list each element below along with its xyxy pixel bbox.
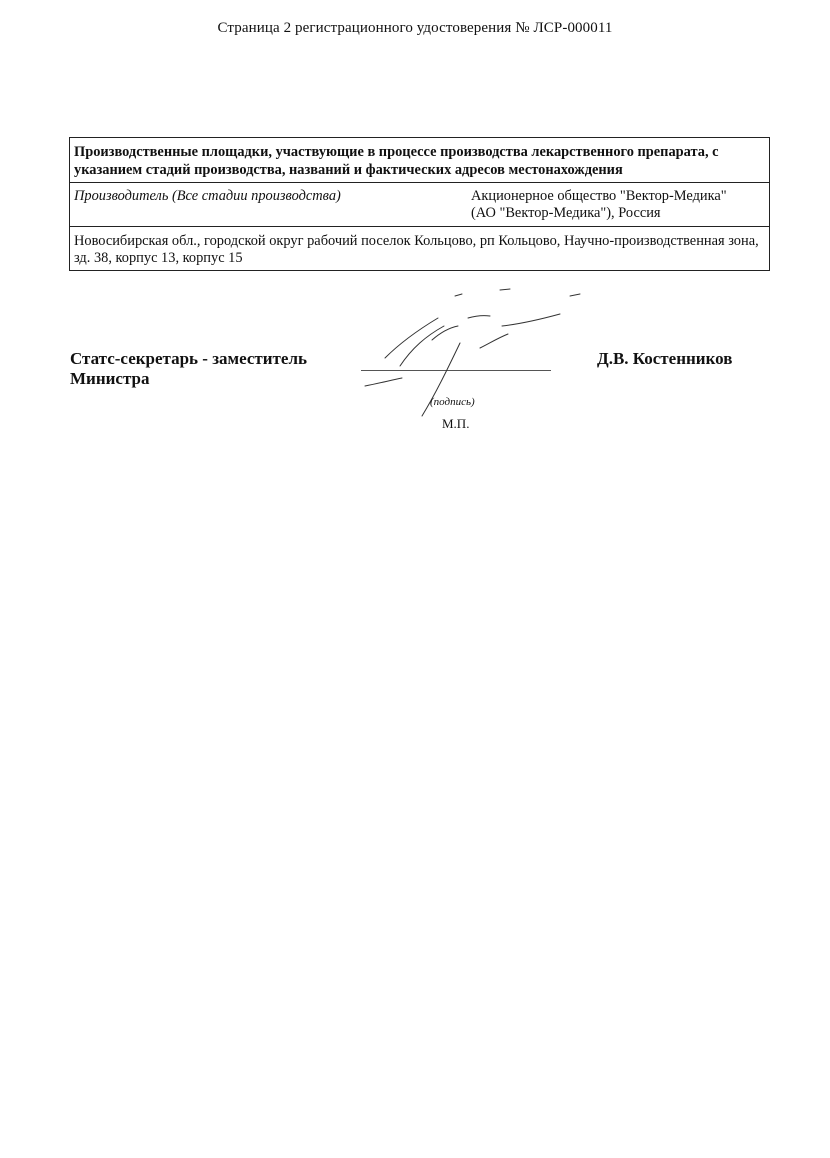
page-header: Страница 2 регистрационного удостоверения № ЛСР-000011	[217, 20, 613, 36]
manufacturer-role: Производитель (Все стадии производства)	[74, 188, 341, 204]
manufacturer-company	[467, 183, 769, 226]
signatory-title-line2: Министра	[70, 369, 150, 388]
production-sites-table	[69, 137, 770, 271]
manufacturer-address: Новосибирская обл., городской округ рабочий поселок Кольцово, рп Кольцово, Научно-производственная зона, зд. 38, корпус 13, корпус 15	[74, 233, 759, 266]
company-short-name: (АО "Вектор-Медика"), Россия	[471, 205, 661, 221]
handwritten-signature	[340, 288, 620, 428]
signature-caption: (подпись)	[430, 396, 475, 408]
company-name: Акционерное общество "Вектор-Медика"	[471, 188, 727, 204]
signatory-title	[70, 349, 360, 389]
manufacturer-row	[70, 183, 769, 227]
table-heading: Производственные площадки, участвующие в процессе производства лекарственного препарата, с указанием стадий производства, названий и фактических адресов местонахождения	[70, 138, 769, 183]
signatory-name: Д.В. Костенников	[597, 349, 733, 368]
stamp-place-label: М.П.	[442, 416, 470, 431]
signatory-title-line1: Статс-секретарь - заместитель	[70, 349, 307, 368]
